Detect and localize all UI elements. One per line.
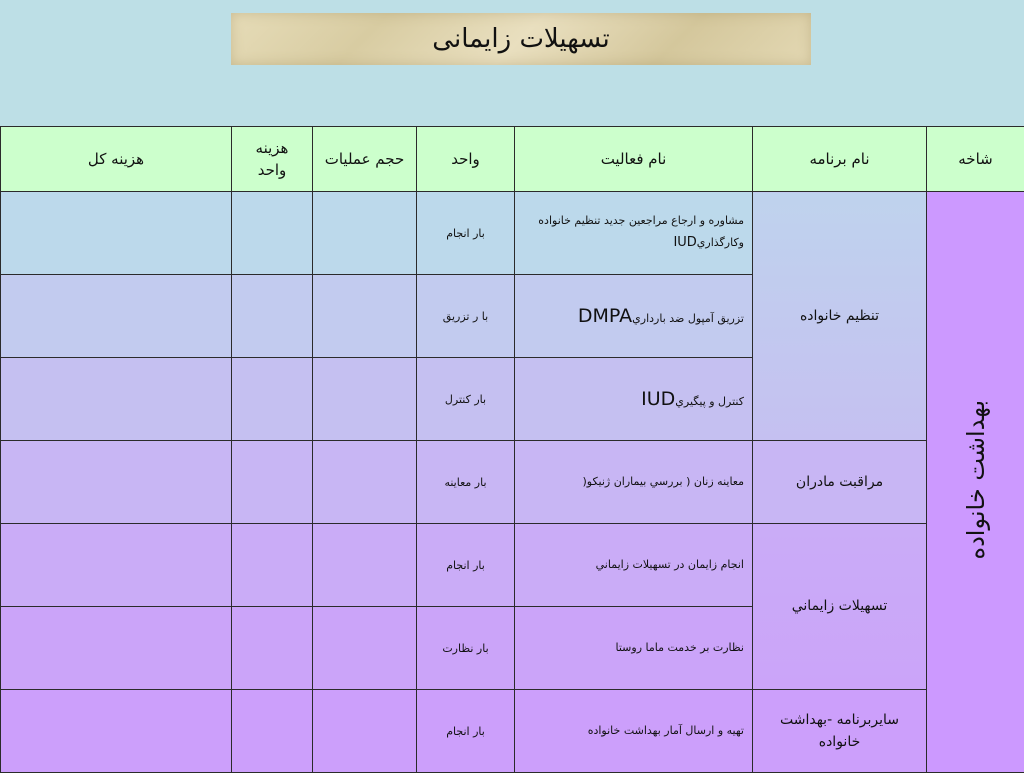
total-cost-cell[interactable] (1, 441, 232, 524)
header-unit-cost: هزینه واحد (232, 127, 313, 192)
total-cost-cell[interactable] (1, 358, 232, 441)
activity-cell (515, 524, 753, 607)
page-title: تسهیلات زایمانی (432, 24, 609, 54)
program-family-planning: تنظیم خانواده (753, 192, 927, 441)
activity-text: تهيه و ارسال آمار بهداشت خانواده (588, 724, 744, 737)
activity-text: مشاوره و ارجاع مراجعين جديد تنظيم خانواده وكارگذاري (538, 214, 744, 249)
activity-cell (515, 690, 753, 773)
program-other: سايربرنامه -بهداشت خانواده (753, 690, 927, 773)
unit-cell: بار نظارت (417, 607, 515, 690)
table-row (1, 690, 1024, 773)
activity-cell (515, 275, 753, 358)
program-delivery: تسهیلات زایماني (753, 524, 927, 690)
total-cost-cell[interactable] (1, 192, 232, 275)
branch-label: بهداشت خانواده (962, 400, 990, 559)
volume-cell[interactable] (313, 192, 417, 275)
table-row (1, 192, 1024, 275)
program-maternal-care: مراقبت مادران (753, 441, 927, 524)
unit-cost-cell[interactable] (232, 524, 313, 607)
volume-cell[interactable] (313, 275, 417, 358)
table-row (1, 441, 1024, 524)
table-row (1, 524, 1024, 607)
volume-cell[interactable] (313, 607, 417, 690)
header-unit: واحد (417, 127, 515, 192)
unit-cell: با ر تزريق (417, 275, 515, 358)
unit-cost-cell[interactable] (232, 441, 313, 524)
activity-suffix: IUD (641, 388, 675, 410)
header-program: نام برنامه (753, 127, 927, 192)
header-activity: نام فعالیت (515, 127, 753, 192)
title-banner (231, 13, 811, 65)
volume-cell[interactable] (313, 690, 417, 773)
header-total-cost: هزینه کل (1, 127, 232, 192)
activity-suffix: DMPA (578, 305, 632, 327)
unit-cost-cell[interactable] (232, 192, 313, 275)
unit-cell: بار انجام (417, 192, 515, 275)
unit-cost-cell[interactable] (232, 607, 313, 690)
activity-text: نظارت بر خدمت ماما روستا (616, 641, 745, 654)
unit-cell: بار انجام (417, 524, 515, 607)
unit-cell: بار كنترل (417, 358, 515, 441)
unit-cost-cell[interactable] (232, 358, 313, 441)
unit-cost-cell[interactable] (232, 275, 313, 358)
activity-text: معاينه زنان ( بررسي بيماران ژنيكو( (582, 475, 744, 488)
header-branch: شاخه (927, 127, 1024, 192)
branch-cell (927, 192, 1024, 773)
total-cost-cell[interactable] (1, 607, 232, 690)
volume-cell[interactable] (313, 524, 417, 607)
activity-suffix: IUD (673, 235, 696, 250)
activity-cell (515, 441, 753, 524)
activity-cell (515, 192, 753, 275)
activity-text: كنترل و پيگيري (675, 395, 744, 408)
volume-cell[interactable] (313, 358, 417, 441)
activity-text: تزريق آمپول ضد بارداري (632, 312, 744, 325)
unit-cost-cell[interactable] (232, 690, 313, 773)
activity-cell (515, 607, 753, 690)
unit-cell: بار انجام (417, 690, 515, 773)
unit-cell: بار معاينه (417, 441, 515, 524)
total-cost-cell[interactable] (1, 524, 232, 607)
activity-cell (515, 358, 753, 441)
volume-cell[interactable] (313, 441, 417, 524)
activity-text: انجام زايمان در تسهيلات زايماني (596, 558, 744, 571)
total-cost-cell[interactable] (1, 275, 232, 358)
activity-table (0, 126, 1024, 773)
header-volume: حجم عملیات (313, 127, 417, 192)
total-cost-cell[interactable] (1, 690, 232, 773)
table-header-row (1, 127, 1024, 192)
